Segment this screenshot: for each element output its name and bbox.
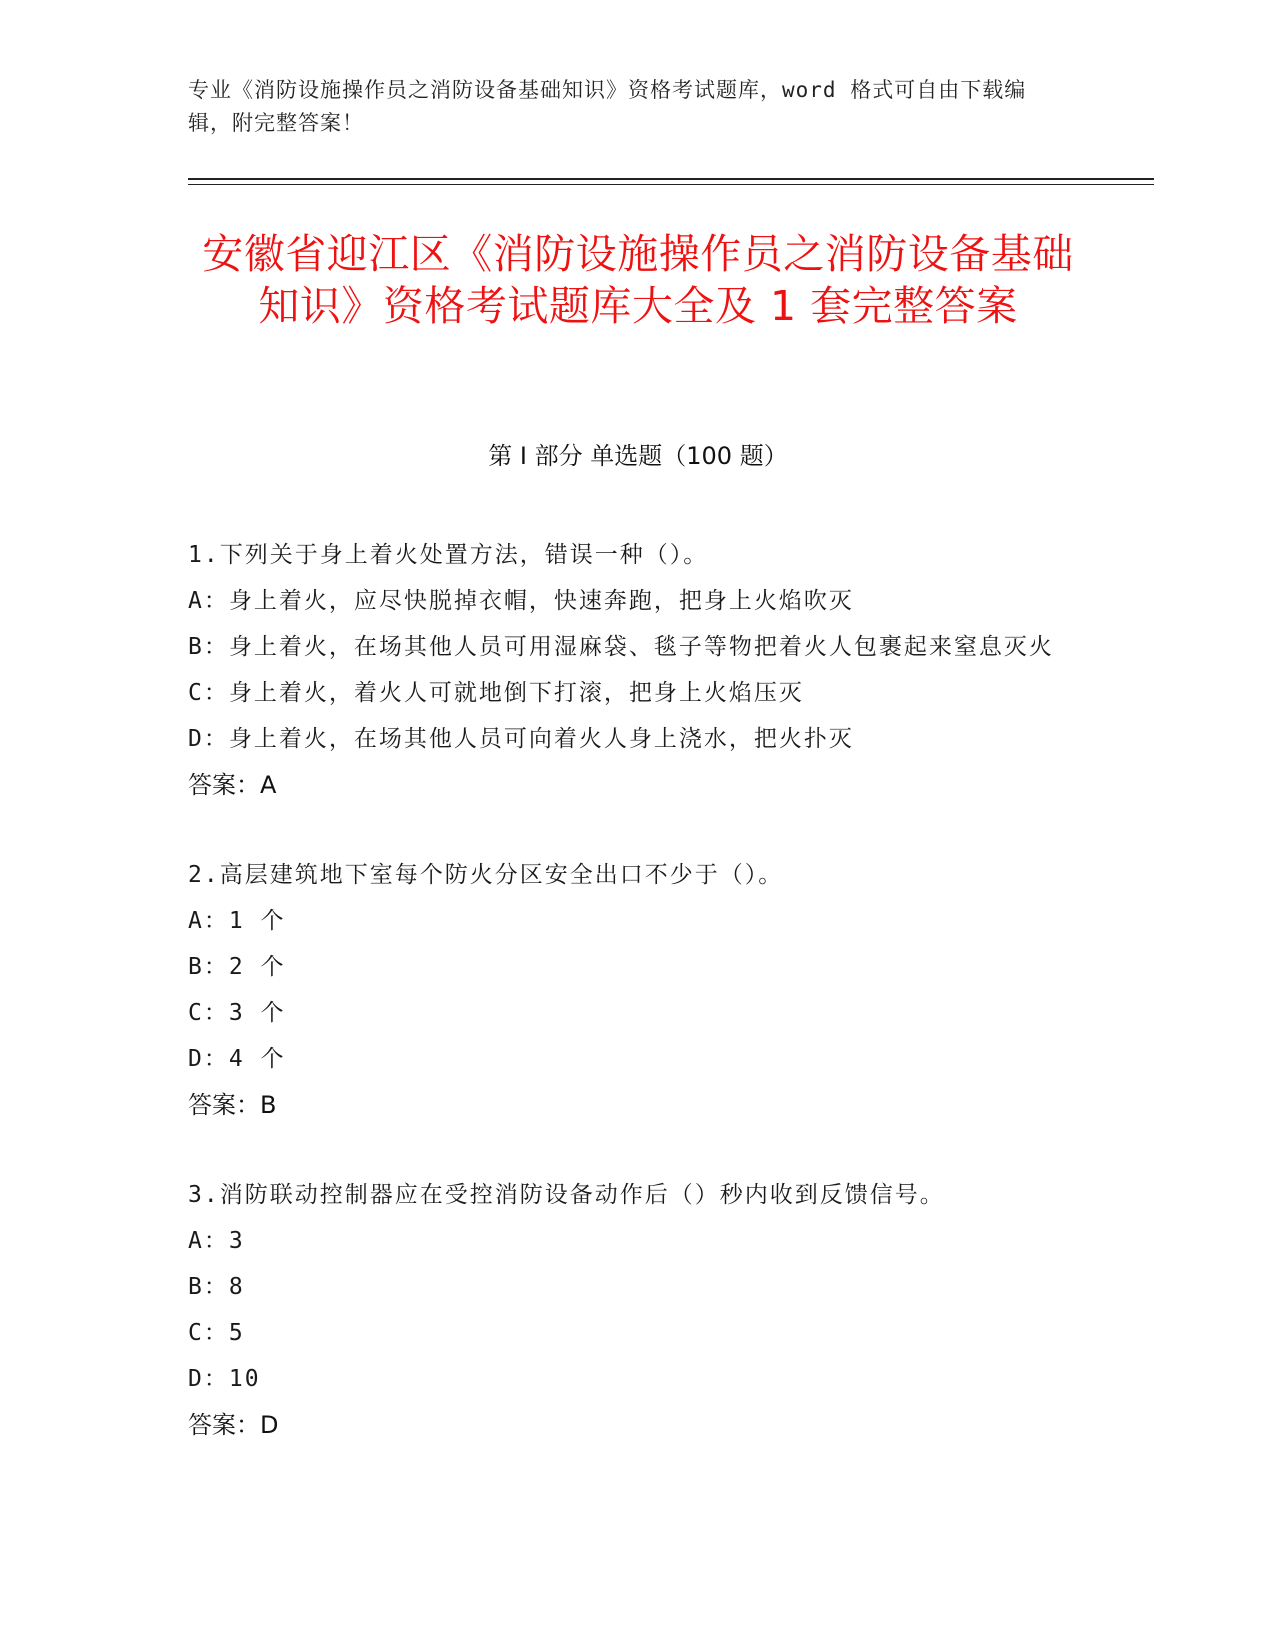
section-title: 第 I 部分 单选题（100 题） bbox=[488, 442, 788, 470]
question-stem: 2.高层建筑地下室每个防火分区安全出口不少于（）。 bbox=[188, 862, 784, 888]
answer-line: 答案：B bbox=[188, 1091, 277, 1119]
option-c: C：身上着火，着火人可就地倒下打滚，把身上火焰压灭 bbox=[188, 680, 804, 706]
question-stem: 3.消防联动控制器应在受控消防设备动作后（）秒内收到反馈信号。 bbox=[188, 1182, 945, 1208]
header-rule-thin bbox=[188, 184, 1154, 185]
option-b: B：8 bbox=[188, 1274, 245, 1300]
option-c: C：3 个 bbox=[188, 1000, 286, 1026]
option-d: D：10 bbox=[188, 1366, 261, 1392]
option-b: B：身上着火，在场其他人员可用湿麻袋、毯子等物把着火人包裹起来窒息灭火 bbox=[188, 634, 1054, 660]
option-a: A：1 个 bbox=[188, 908, 286, 934]
document-title: 安徽省迎江区《消防设施操作员之消防设备基础知识》资格考试题库大全及 1 套完整答案 bbox=[202, 230, 1074, 330]
question-2 bbox=[188, 852, 1088, 1128]
option-a: A：身上着火，应尽快脱掉衣帽，快速奔跑，把身上火焰吹灭 bbox=[188, 588, 854, 614]
option-a: A：3 bbox=[188, 1228, 245, 1254]
question-3 bbox=[188, 1172, 1088, 1448]
header-rule-thick bbox=[188, 178, 1154, 180]
answer-line: 答案：A bbox=[188, 771, 277, 799]
option-c: C：5 bbox=[188, 1320, 245, 1346]
option-b: B：2 个 bbox=[188, 954, 286, 980]
question-1 bbox=[188, 532, 1088, 808]
answer-line: 答案：D bbox=[188, 1411, 279, 1439]
option-d: D：4 个 bbox=[188, 1046, 286, 1072]
question-list bbox=[188, 532, 1088, 1492]
option-d: D：身上着火，在场其他人员可向着火人身上浇水，把火扑灭 bbox=[188, 726, 854, 752]
header-note: 专业《消防设施操作员之消防设备基础知识》资格考试题库，word 格式可自由下载编辑，附完整答案！ bbox=[188, 78, 1027, 135]
question-stem: 1.下列关于身上着火处置方法，错误一种（）。 bbox=[188, 542, 709, 568]
